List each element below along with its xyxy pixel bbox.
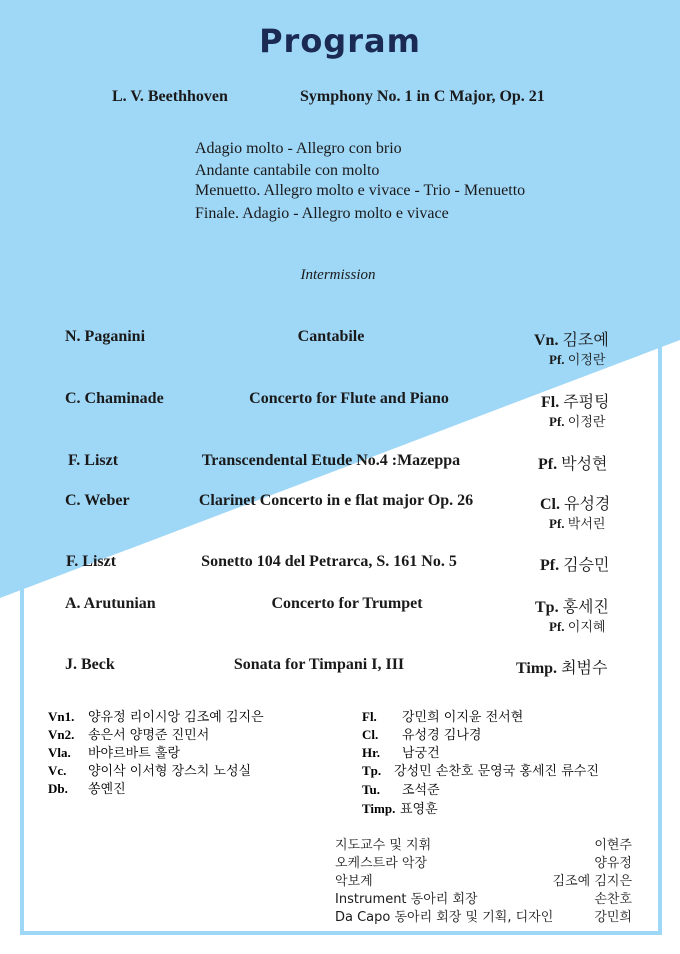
piece-2-work: Concerto for Flute and Piano bbox=[249, 390, 449, 407]
section-members: 바야르바트 훌랑 bbox=[88, 746, 181, 761]
staff-name: 강민희 bbox=[594, 910, 632, 925]
piece-4-perf-label: Cl. bbox=[540, 496, 560, 513]
roster-row bbox=[48, 708, 264, 727]
staff-role: Da Capo 동아리 회장 및 기획, 디자인 bbox=[335, 910, 554, 925]
piece-6-perf-name: 홍세진 bbox=[562, 597, 609, 616]
roster-row bbox=[362, 800, 438, 819]
section-label: Vn1. bbox=[48, 709, 75, 724]
piece-7-work: Sonata for Timpani I, III bbox=[233, 656, 405, 673]
section-label: Vla. bbox=[48, 745, 71, 760]
staff-name: 손찬호 bbox=[594, 892, 632, 907]
section-members: 강민희 이지윤 전서현 bbox=[402, 710, 524, 725]
section-members: 양유정 리이시앙 김조예 김지은 bbox=[88, 710, 264, 725]
piece-3-perf-label: Pf. bbox=[538, 456, 558, 473]
section-members: 남궁건 bbox=[402, 746, 440, 761]
piece-6-performer bbox=[535, 594, 609, 617]
roster-row bbox=[362, 781, 440, 800]
roster-row bbox=[48, 744, 180, 763]
piece-6-perf-label: Tp. bbox=[535, 599, 559, 616]
piece-3-performer bbox=[538, 451, 607, 474]
section-label: Timp. bbox=[362, 801, 396, 816]
roster-row bbox=[48, 780, 126, 799]
piece-2-perf-name: 주펑팅 bbox=[563, 392, 610, 411]
piece-2-pf-label: Pf. bbox=[549, 414, 565, 429]
piece-5-composer: F. Liszt bbox=[66, 553, 117, 570]
piece-5-perf-label: Pf. bbox=[540, 557, 560, 574]
piece-7-performer bbox=[516, 655, 607, 678]
piece-1-pianist bbox=[549, 349, 605, 368]
roster-row bbox=[48, 726, 209, 745]
piece-1-perf-name: 김조예 bbox=[562, 330, 609, 349]
piece-4-composer: C. Weber bbox=[65, 492, 130, 509]
piece-5-perf-name: 김승민 bbox=[563, 555, 610, 574]
section-label: Vn2. bbox=[48, 727, 75, 742]
piece-1-pf-label: Pf. bbox=[549, 352, 565, 367]
piece-1-perf-label: Vn. bbox=[534, 332, 559, 349]
piece-1-performer bbox=[534, 327, 609, 350]
section-members: 유성경 김나경 bbox=[402, 728, 482, 743]
staff-name: 양유정 bbox=[594, 856, 632, 871]
piece-6-work: Concerto for Trumpet bbox=[271, 595, 423, 612]
section-members: 양이삭 이서형 장스치 노성실 bbox=[88, 764, 252, 779]
piece-7-perf-label: Timp. bbox=[516, 660, 558, 677]
staff-role: 오케스트라 악장 bbox=[335, 856, 428, 871]
piece-3-work: Transcendental Etude No.4 :Mazeppa bbox=[201, 452, 461, 469]
piece-4-pf-label: Pf. bbox=[549, 516, 565, 531]
beethoven-work: Symphony No. 1 in C Major, Op. 21 bbox=[300, 88, 545, 105]
piece-6-pianist bbox=[549, 616, 605, 635]
piece-2-pianist bbox=[549, 411, 605, 430]
section-label: Tu. bbox=[362, 782, 380, 797]
piece-1-work: Cantabile bbox=[297, 328, 365, 345]
roster-row bbox=[48, 762, 251, 781]
piece-7-perf-name: 최범수 bbox=[561, 658, 608, 677]
intermission-label: Intermission bbox=[300, 267, 376, 283]
page-title: Program bbox=[259, 22, 421, 60]
piece-3-perf-name: 박성현 bbox=[561, 454, 608, 473]
piece-4-pf-name: 박서린 bbox=[567, 517, 606, 532]
roster-row bbox=[362, 726, 481, 745]
beethoven-composer: L. V. Beethhoven bbox=[112, 88, 228, 105]
roster-row bbox=[362, 744, 440, 763]
piece-1-composer: N. Paganini bbox=[65, 328, 146, 345]
staff-role: 악보계 bbox=[335, 874, 373, 889]
piece-5-performer bbox=[540, 552, 609, 575]
staff-role: Instrument 동아리 회장 bbox=[335, 892, 478, 907]
piece-5-work: Sonetto 104 del Petrarca, S. 161 No. 5 bbox=[201, 553, 457, 570]
movement-2: Andante cantabile con molto bbox=[195, 162, 380, 179]
piece-6-pf-name: 이지혜 bbox=[567, 620, 606, 635]
piece-4-pianist bbox=[549, 513, 605, 532]
movement-4: Finale. Adagio - Allegro molto e vivace bbox=[195, 205, 449, 222]
piece-2-pf-name: 이정란 bbox=[567, 415, 606, 430]
section-label: Tp. bbox=[362, 763, 382, 778]
movement-3: Menuetto. Allegro molto e vivace - Trio - Menuetto bbox=[195, 182, 526, 199]
piece-4-perf-name: 유성경 bbox=[564, 494, 611, 513]
piece-1-pf-name: 이정란 bbox=[567, 353, 606, 368]
section-label: Fl. bbox=[362, 709, 377, 724]
roster-row bbox=[362, 762, 599, 781]
section-members: 표영훈 bbox=[400, 802, 438, 817]
roster-row bbox=[362, 708, 523, 727]
section-members: 쏭옌진 bbox=[88, 782, 126, 797]
piece-6-composer: A. Arutunian bbox=[65, 595, 156, 612]
piece-2-performer bbox=[541, 389, 610, 412]
piece-4-work: Clarinet Concerto in e flat major Op. 26 bbox=[198, 492, 474, 509]
piece-4-performer bbox=[540, 491, 610, 514]
staff-role: 지도교수 및 지휘 bbox=[335, 838, 432, 853]
section-label: Db. bbox=[48, 781, 68, 796]
section-members: 송은서 양명준 진민서 bbox=[88, 728, 210, 743]
piece-2-composer: C. Chaminade bbox=[65, 390, 164, 407]
section-members: 조석준 bbox=[402, 783, 440, 798]
staff-name: 이현주 bbox=[594, 838, 632, 853]
section-label: Vc. bbox=[48, 763, 67, 778]
piece-2-perf-label: Fl. bbox=[541, 394, 560, 411]
piece-7-composer: J. Beck bbox=[65, 656, 115, 673]
piece-3-composer: F. Liszt bbox=[68, 452, 119, 469]
movement-1: Adagio molto - Allegro con brio bbox=[195, 140, 402, 157]
section-label: Cl. bbox=[362, 727, 379, 742]
piece-6-pf-label: Pf. bbox=[549, 619, 565, 634]
section-members: 강성민 손찬호 문영국 홍세진 류수진 bbox=[394, 764, 599, 779]
staff-name: 김조예 김지은 bbox=[552, 874, 632, 889]
section-label: Hr. bbox=[362, 745, 380, 760]
